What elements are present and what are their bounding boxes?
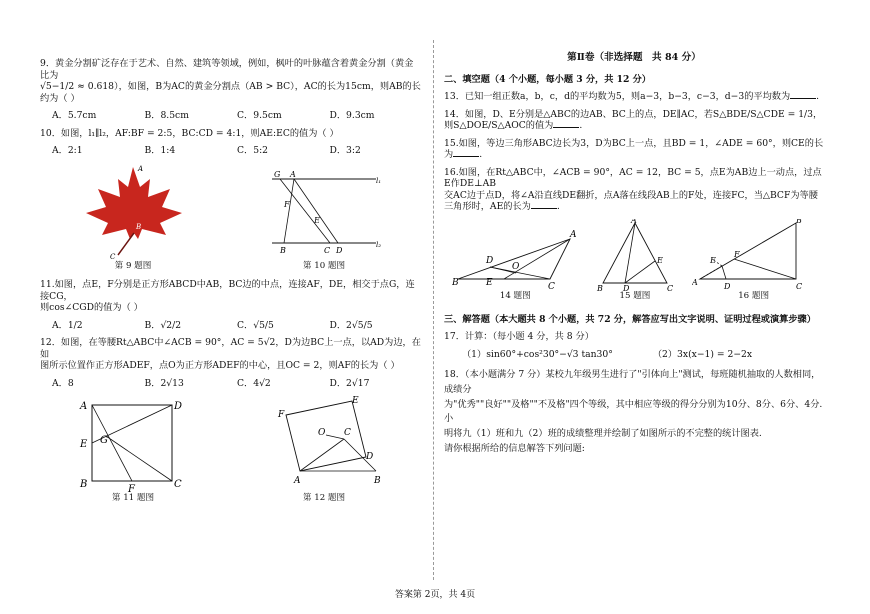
svg-text:G: G <box>274 169 281 179</box>
svg-text:B: B <box>136 222 142 231</box>
svg-text:C: C <box>548 281 556 291</box>
parallel-lines-diagram <box>264 169 384 261</box>
svg-text:C: C <box>324 245 331 255</box>
figure-15-caption: 15 题图 <box>619 290 651 301</box>
svg-text:O: O <box>318 428 326 439</box>
svg-text:A: A <box>691 277 698 287</box>
figures-14-16 <box>444 219 824 302</box>
question-17-parts: （1）sin60°+cos²30°−√3 tan30° （2）3x(x−1) = 2−2x <box>462 348 753 360</box>
figures-9-10 <box>40 163 422 272</box>
triangle-14-diagram <box>452 225 578 291</box>
svg-text:C: C <box>344 428 351 439</box>
question-16: 16.如图，在Rt△ABC中，∠ACB = 90°，AC = 12，BC = 5，点E为AB边上一动点，过点E作DE⊥AB 交AC边于点D，将∠A沿直线DE翻折，点A落在线段AB上的F处，连接FC，当△BCF为等腰 三角形时，AE的长为 . <box>444 166 822 213</box>
question-17: 17．计算：（每小题 4 分，共 8 分） <box>444 331 594 343</box>
svg-text:D: D <box>366 452 374 463</box>
figure-9-caption: 第 9 题图 <box>114 260 152 271</box>
svg-text:A: A <box>630 218 637 225</box>
figure-16 <box>692 219 816 302</box>
part-title: 第Ⅱ卷（非选择题 共 84 分） <box>567 52 701 63</box>
section-2-heading: 二、填空题（4 个小题，每小题 3 分，共 12 分） <box>444 73 651 85</box>
svg-text:E: E <box>352 396 359 407</box>
svg-text:B: B <box>596 283 603 291</box>
svg-text:B: B <box>280 245 286 255</box>
svg-text:D: D <box>486 255 494 266</box>
figure-14 <box>452 225 578 302</box>
svg-text:D: D <box>723 281 731 291</box>
square-diagram <box>78 399 188 493</box>
svg-text:A: A <box>294 476 301 487</box>
question-18: 18．（本小题满分 7 分）某校九年级男生进行了"引体向上"测试，每班随机抽取的人数相同，成绩分 为"优秀""良好""及格""不及格"四个等级，其中相应等级的得分分别为10分、8分、6分、4分. 小 明将九（1）班和九（2）班的成绩整理并绘制了如图所示的不完整的统计图表. 请你根据所给的信息解答下列问题: <box>444 369 823 454</box>
answer-blank <box>790 98 816 99</box>
svg-text:E: E <box>80 439 88 451</box>
question-13: 13．已知一组正数a，b，c，d的平均数为5，则a−3，b−3，c−3，d−3的平均数为 . <box>444 91 820 103</box>
q10-options: A．2:1 B．1:4 C．5:2 D．3:2 <box>52 145 361 156</box>
svg-text:E: E <box>486 277 493 288</box>
q12-options: A．8 B．2√13 C．4√2 D．2√17 <box>52 377 370 389</box>
answer-blank <box>553 127 579 128</box>
svg-text:D: D <box>622 283 630 291</box>
triangle-16-diagram <box>692 219 816 291</box>
svg-text:l₂: l₂ <box>376 240 382 249</box>
svg-text:B: B <box>80 479 88 491</box>
svg-text:C: C <box>110 252 116 261</box>
svg-text:F: F <box>733 249 740 259</box>
question-11: 11.如图，点E，F分别是正方形ABCD中AB，BC边的中点，连接AF，DE，相交于点G，连接CG， 则cos∠CGD的值为（ ） <box>40 279 415 314</box>
figure-11-caption: 第 11 题图 <box>111 493 155 504</box>
figure-14-caption: 14 题图 <box>499 290 531 301</box>
svg-text:B: B <box>374 476 381 487</box>
svg-text:l₁: l₁ <box>376 176 382 185</box>
answer-blank <box>453 156 479 157</box>
svg-text:C: C <box>666 283 674 291</box>
figure-15 <box>595 219 675 302</box>
svg-text:D: D <box>174 401 183 413</box>
svg-text:F: F <box>284 199 290 209</box>
figures-11-12 <box>40 395 422 504</box>
svg-text:E: E <box>314 215 320 225</box>
svg-text:E: E <box>656 255 663 265</box>
svg-text:G: G <box>100 435 108 447</box>
figure-16-caption: 16 题图 <box>738 290 770 301</box>
q9-options: A．5.7cm B．8.5cm C．9.5cm D．9.3cm <box>52 110 375 121</box>
figure-9 <box>78 163 188 272</box>
figure-10-caption: 第 10 题图 <box>302 260 346 271</box>
svg-text:B: B <box>795 218 802 225</box>
answer-blank <box>531 208 557 209</box>
page-footer: 答案第 2页，共 4页 <box>394 590 476 600</box>
section-3-heading: 三、解答题（本大题共 8 个小题，共 72 分，解答应写出文字说明、证明过程或演算步骤） <box>444 313 816 325</box>
svg-text:A: A <box>570 229 577 240</box>
rotated-square-diagram <box>264 395 384 493</box>
svg-text:D: D <box>336 245 343 255</box>
svg-text:E: E <box>709 255 716 265</box>
svg-text:F: F <box>128 484 135 494</box>
q11-options: A．1/2 B．√2/2 C．√5/5 D．2√5/5 <box>52 319 373 331</box>
question-10: 10．如图，l₁∥l₂，AF:BF = 2:5，BC:CD = 4:1，则AE:EC的值为（ ） <box>40 127 339 139</box>
svg-text:A: A <box>290 169 296 179</box>
maple-leaf-image <box>78 163 188 261</box>
question-12: 12．如图，在等腰Rt△ABC中∠ACB = 90°，AC = 5√2，D为边BC上一点，以AD为边，在如 图所示位置作正方形ADEF，点O为正方形ADEF的中心，且OC = 2，则AF的长为（ ） <box>40 337 421 372</box>
triangle-15-diagram <box>595 219 675 291</box>
svg-text:A: A <box>138 164 144 173</box>
svg-text:F: F <box>278 410 285 421</box>
figure-10 <box>264 169 384 272</box>
question-9: 9．黄金分割矿泛存在于艺术、自然、建筑等领域，例如，枫叶的叶脉蕴含着黄金分割（黄金比为 √5−1/2 ≈ 0.618），如图，B为AC的黄金分割点（AB > BC），AC的长为15cm，则AB的长约为（ ） <box>40 58 421 104</box>
question-14: 14．如图，D、E分别是△ABC的边AB、BC上的点，DE∥AC，若S△BDE/S△CDE = 1/3，则S△DOE/S△AOC的值为 . <box>444 108 823 132</box>
svg-text:B: B <box>452 277 459 288</box>
svg-text:A: A <box>80 401 88 413</box>
svg-text:C: C <box>174 479 182 491</box>
figure-12-caption: 第 12 题图 <box>302 493 346 504</box>
svg-text:C: C <box>795 281 802 291</box>
figure-11 <box>78 399 188 504</box>
right-column <box>444 52 824 463</box>
question-15: 15.如图，等边三角形ABC边长为3，D为BC上一点，且BD = 1，∠ADE = 60°，则CE的长为 . <box>444 137 824 161</box>
left-column <box>40 58 422 504</box>
svg-text:O: O <box>512 261 520 272</box>
column-divider <box>433 40 434 580</box>
figure-12 <box>264 395 384 504</box>
